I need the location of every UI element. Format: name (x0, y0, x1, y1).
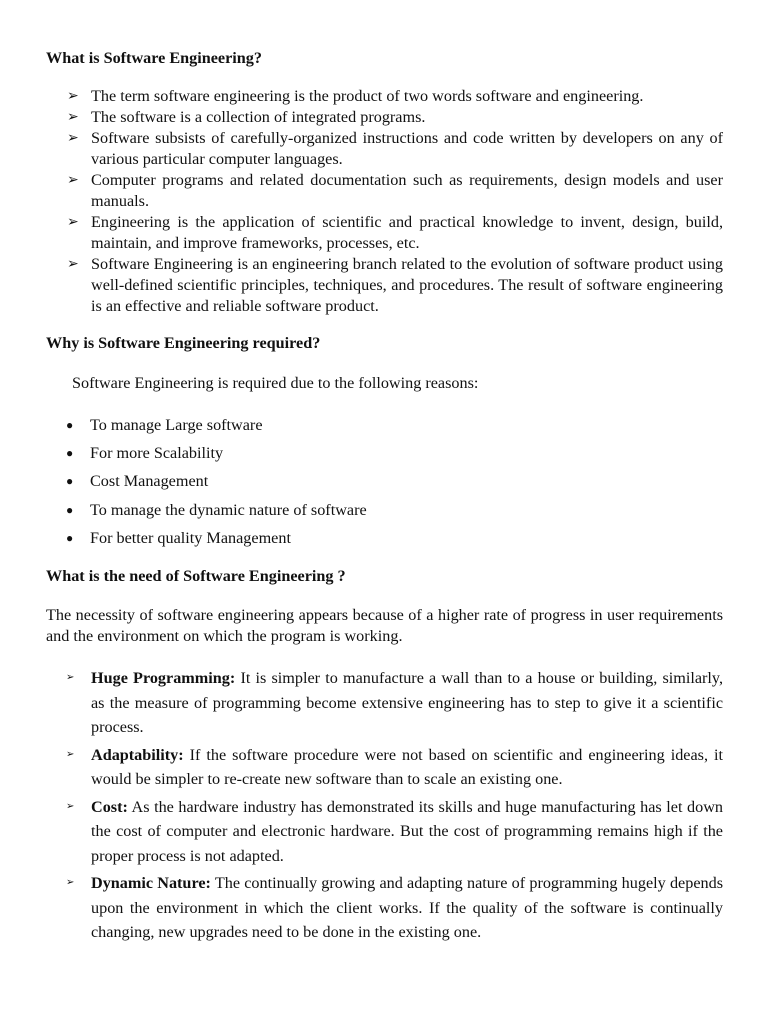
arrow-bullet-icon: ➢ (67, 89, 79, 104)
needs-list (66, 666, 723, 948)
list-item-term: Adaptability: (91, 745, 184, 764)
arrow-bullet-icon: ➢ (66, 800, 75, 812)
dot-bullet-icon: ● (66, 530, 74, 545)
section-heading-what-is: What is Software Engineering? (46, 49, 262, 67)
arrow-bullet-icon: ➢ (67, 257, 79, 272)
need-paragraph: The necessity of software engineering appears because of a higher rate of progress in user requirements and the environment on which the program is working. (46, 606, 723, 645)
arrow-bullet-icon: ➢ (66, 748, 75, 760)
dot-bullet-icon: ● (66, 502, 74, 517)
list-item: ➢ Cost: As the hardware industry has demonstrated its skills and huge manufacturing has let down the cost of computer and electronic hardware. But the cost of programming remains high if the proper process is not adapted. (66, 795, 723, 869)
arrow-bullet-icon: ➢ (67, 173, 79, 188)
list-item: ➢ Engineering is the application of scientific and practical knowledge to invent, design, build, maintain, and improve frameworks, processes, etc. (67, 213, 723, 252)
reasons-intro: Software Engineering is required due to the following reasons: (72, 374, 479, 392)
list-item: ➢ Huge Programming: It is simpler to manufacture a wall than to a house or building, similarly, as the measure of programming become extensive engineering has to step to give it a scientific process. (66, 666, 723, 740)
arrow-bullet-icon: ➢ (66, 672, 75, 683)
list-item: ➢ Software subsists of carefully-organized instructions and code written by developers on any of various particular computer languages. (67, 129, 723, 168)
list-item: ➢ Dynamic Nature: The continually growing and adapting nature of programming hugely depends upon the environment in which the client works. If the quality of the software is continually changing, new upgrades need to be done in the existing one. (66, 871, 723, 945)
list-item: ➢ Adaptability: If the software procedure were not based on scientific and engineering ideas, it would be simpler to re-create new software than to scale an existing one. (66, 743, 723, 792)
list-item-term: Dynamic Nature: (91, 874, 211, 892)
section-heading-why-required: Why is Software Engineering required? (46, 334, 321, 352)
reasons-list (66, 415, 367, 556)
arrow-bullet-icon: ➢ (67, 215, 79, 230)
list-item: ● For better quality Management (66, 528, 291, 547)
dot-bullet-icon: ● (66, 446, 74, 461)
list-item: ● To manage the dynamic nature of software (66, 500, 367, 519)
list-item: ➢ Computer programs and related documentation such as requirements, design models and user manuals. (67, 171, 723, 210)
list-item-term: Huge Programming: (91, 669, 236, 687)
list-item: ● Cost Management (66, 472, 209, 491)
list-item: ➢ The term software engineering is the product of two words software and engineering. (67, 87, 644, 105)
arrow-bullet-icon: ➢ (67, 110, 79, 125)
list-item: ➢ The software is a collection of integrated programs. (67, 108, 426, 126)
list-item: ➢ Software Engineering is an engineering branch related to the evolution of software product using well-defined scientific principles, techniques, and procedures. The result of software engineering is an effective and reliable software product. (67, 255, 723, 315)
list-item: ● For more Scalability (66, 444, 224, 463)
definition-list (67, 86, 723, 317)
arrow-bullet-icon: ➢ (66, 877, 75, 888)
section-heading-need: What is the need of Software Engineering ? (46, 567, 346, 585)
list-item: ● To manage Large software (66, 416, 263, 434)
dot-bullet-icon: ● (66, 418, 74, 432)
list-item-term: Cost: (91, 797, 128, 816)
arrow-bullet-icon: ➢ (67, 131, 79, 146)
dot-bullet-icon: ● (66, 474, 74, 489)
